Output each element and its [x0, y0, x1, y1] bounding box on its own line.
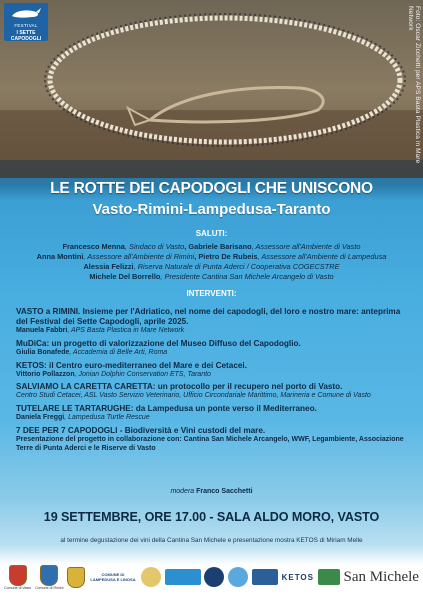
speaker-name: Francesco Menna [62, 242, 125, 251]
talk-speaker: Manuela Fabbri [16, 327, 68, 334]
photo-credit: Foto: Oscar Zicchetti per APS Basta Plastica in Mare Network [407, 6, 421, 164]
speaker-role: , Riserva Naturale di Punta Aderci / Cooperativa COGECSTRE [133, 262, 340, 271]
moderator-label: modera [170, 488, 195, 495]
talk-title: 7 DEE PER 7 CAPODOGLI - Biodiversità e Vini custodi del mare. [16, 425, 266, 435]
greeting-line [0, 242, 423, 251]
talk-item [16, 361, 413, 380]
logo-line2: I SETTE CAPODOGLI [10, 30, 42, 42]
talk-title: KETOS: il Centro euro-mediterraneo del Mare e dei Cetacei. [16, 360, 247, 370]
talk-affiliation: , Jonian Dolphin Conservation ETS, Taranto [74, 370, 211, 378]
asl-logo [252, 569, 278, 585]
ketos-wordmark: KETOS [281, 572, 314, 582]
turtle-logo [141, 567, 161, 587]
speaker-name: , Pietro De Rubeis [194, 252, 258, 261]
cogecstre-logo [318, 569, 340, 585]
speaker-role: , Sindaco di Vasto [124, 242, 185, 251]
talk-affiliation: Centro Studi Cetacei, ASL Vasto Servizio Veterinario, Ufficio Circondariale Marittimo, Marineria e Comune di Vasto [16, 392, 371, 400]
interventi-heading: INTERVENTI: [186, 289, 237, 298]
talk-speaker: Vittorio Pollazzon [16, 370, 75, 378]
speaker-role: , Assessore all'Ambiente di Vasto [251, 242, 361, 251]
talk-affiliation: , Accademia di Belle Arti, Roma [69, 348, 168, 356]
vasto-crest-logo [4, 565, 31, 590]
speaker-role: , Assessore all'Ambiente di Rimini [83, 252, 195, 261]
greeting-line [0, 272, 423, 281]
talk-speaker: Giulia Bonafede [16, 348, 70, 356]
ketos-logo [282, 573, 314, 582]
logo-caption: Comune di Vasto [4, 585, 32, 590]
speaker-name: Alessia Felizzi [83, 262, 134, 271]
speaker-name: Anna Montini [36, 252, 84, 261]
festival-logo [4, 3, 48, 41]
logo-line1: FESTIVAL [14, 23, 38, 28]
moderator-name: Franco Sacchetti [196, 488, 253, 495]
speaker-role: , Presidente Cantina San Michele Arcangelo di Vasto [160, 272, 334, 281]
talk-item [16, 339, 413, 358]
lampedusa-name-logo [89, 572, 137, 582]
moderator-line [0, 488, 423, 495]
talk-title: VASTO a RIMINI. Insieme per l'Adriatico, nel nome dei capodogli, del loro e nostro mare: anteprima del Festival dei Sette Capodogli, aprile 2025. [16, 307, 401, 326]
event-datetime: 19 SETTEMBRE, ORE 17.00 - SALA ALDO MORO, VASTO [43, 510, 380, 524]
page-title: LE ROTTE DEI CAPODOGLI CHE UNISCONO [50, 180, 373, 197]
saluti-heading: SALUTI: [195, 229, 228, 238]
talk-item [16, 382, 413, 401]
whale-icon [10, 7, 42, 21]
talk-item [16, 426, 413, 454]
talk-title: TUTELARE LE TARTARUGHE: da Lampedusa un ponte verso il Mediterraneo. [16, 404, 317, 414]
talk-title: SALVIAMO LA CARETTA CARETTA: un protocollo per il recupero nel porto di Vasto. [16, 382, 343, 392]
speaker-role: , Assessore all'Ambiente di Lampedusa [257, 252, 387, 261]
logo-caption: Comune di Rimini [35, 585, 64, 590]
logo-caption: COMUNE DI LAMPEDUSA E LINOSA [90, 572, 136, 582]
rimini-crest-logo [35, 565, 63, 590]
talk-speaker: Presentazione del progetto in collaborazione con: Cantina San Michele Arcangelo, WWF, Legambiente, Associazione Terre di Punta Aderci e le Riserve di Vasto [16, 435, 404, 452]
talk-item [16, 307, 413, 336]
talk-item [16, 404, 413, 423]
lampedusa-crest-logo [67, 567, 85, 588]
cetacei-logo [228, 567, 248, 587]
speaker-name: Michele Del Borrello [89, 272, 161, 281]
san-michele-wordmark: San Michele [343, 568, 419, 585]
footer-note: al termine degustazione dei vini della Cantina San Michele e presentazione mostra KETOS di Miriam Melle [60, 537, 363, 544]
sponsor-logos [4, 561, 419, 593]
page-subtitle: Vasto-Rimini-Lampedusa-Taranto [92, 201, 331, 218]
talk-speaker: Daniela Freggi [16, 414, 65, 422]
talk-affiliation: , Lampedusa Turtle Rescue [64, 414, 150, 422]
basta-plastica-logo [165, 569, 201, 585]
talk-affiliation: , APS Basta Plastica in Mare Network [67, 327, 185, 334]
san-michele-logo [344, 569, 419, 586]
greeting-line [0, 252, 423, 261]
speaker-name: , Gabriele Barisano [184, 242, 252, 251]
jonian-dolphin-logo [204, 567, 224, 587]
talk-title: MuDiCa: un progetto di valorizzazione del Museo Diffuso del Capodoglio. [16, 338, 301, 348]
beach-photo [0, 0, 423, 178]
greeting-line [0, 262, 423, 271]
talks-list [16, 307, 413, 457]
